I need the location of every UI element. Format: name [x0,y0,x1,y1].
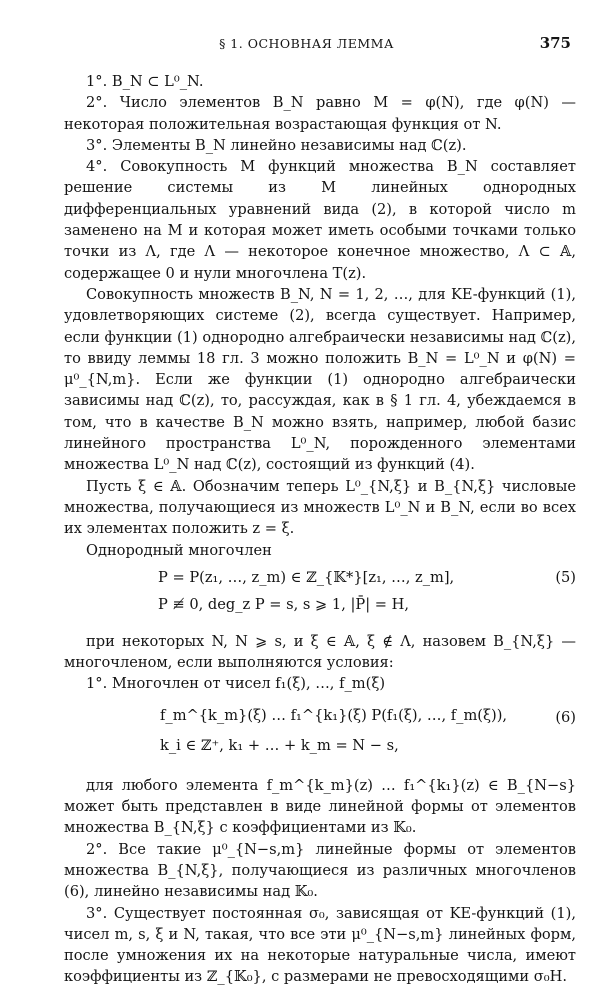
page-body [64,71,576,988]
condition-2: 2°. Число элементов B_N равно M = φ(N), где φ(N) — некоторая положительная возрастающая функция от N. [64,94,576,133]
definition-condition-3: 3°. Существует постоянная σ₀, зависящая от KE-функций (1), чисел m, s, ξ и N, такая, что все эти μ⁰_{N−s,m} линейных форм, после умножения их на некоторые натуральные числа, имеют коэффициенты из ℤ_{𝕂₀}, с размерами не превосходящими σ₀H. [64,904,576,986]
equation-6-number: (6) [555,708,576,726]
paragraph-definition: при некоторых N, N ⩾ s, и ξ ∈ 𝔸, ξ ∉ Λ, назовем B_{N,ξ} — многочленом, если выполняются условия: [64,632,576,672]
equation-5-line-2: P ≢ 0, deg_z P = s, s ⩾ 1, |P̄| = H, [158,595,410,613]
section-title: § 1. ОСНОВНАЯ ЛЕММА [219,36,394,51]
equation-6-line-2: k_i ∈ ℤ⁺, k₁ + … + k_m = N − s, [160,736,399,754]
equation-5-number: (5) [555,568,576,586]
condition-3: 3°. Элементы B_N линейно независимы над ℂ(z). [86,136,467,154]
equation-5-line-1: P = P(z₁, …, z_m) ∈ ℤ_{𝕂*}[z₁, …, z_m], [158,568,455,586]
paragraph-homogeneous-polynomial: Однородный многочлен [86,541,272,559]
paragraph-sets-exist: Совокупность множеств B_N, N = 1, 2, …, для KE-функций (1), удовлетворяющих системе (2), всегда существует. Например, если функции (1) однородно алгебраически независимы над ℂ(z), то ввиду леммы 18 гл. 3 можно положить B_N = L⁰_N и φ(N) = μ⁰_{N,m}. Если же функции (1) однородно алгебраически зависимы над ℂ(z), то, рассуждая, как в § 1 гл. 4, убеждаемся в том, что в качестве B_N можно взять, например, любой базис линейного пространства L⁰_N, порожденного элементами множества L⁰_N над ℂ(z), состоящий из функций (4). [64,285,576,474]
paragraph-representation: для любого элемента f_m^{k_m}(z) … f₁^{k₁}(z) ∈ B_{N−s} может быть представлен в виде линейной формы от элементов множества B_{N,ξ} с коэффициентами из 𝕂₀. [64,776,576,837]
definition-condition-2: 2°. Все такие μ⁰_{N−s,m} линейные формы от элементов множества B_{N,ξ}, получающиеся из различных многочленов (6), линейно независимы над 𝕂₀. [64,840,576,901]
equation-6 [64,705,576,767]
equation-6-line-1: f_m^{k_m}(ξ) … f₁^{k₁}(ξ) P(f₁(ξ), …, f_m(ξ)), [160,706,508,724]
condition-1: 1°. B_N ⊂ L⁰_N. [86,73,204,90]
running-header [0,34,613,54]
paragraph-let-xi: Пусть ξ ∈ 𝔸. Обозначим теперь L⁰_{N,ξ} и B_{N,ξ} числовые множества, получающиеся из множеств L⁰_N и B_N, если во всех их элементах положить z = ξ. [64,477,576,538]
condition-4: 4°. Совокупность M функций множества B_N составляет решение системы из M линейных однородных дифференциальных уравнений вида (2), в которой число m заменено на M и которая может иметь особыми точками только точки из Λ, где Λ — некоторое конечное множество, Λ ⊂ 𝔸, содержащее 0 и нули многочлена T(z). [64,158,576,282]
definition-condition-1: 1°. Многочлен от чисел f₁(ξ), …, f_m(ξ) [86,675,386,693]
equation-5 [64,567,576,623]
page-number: 375 [539,34,571,52]
